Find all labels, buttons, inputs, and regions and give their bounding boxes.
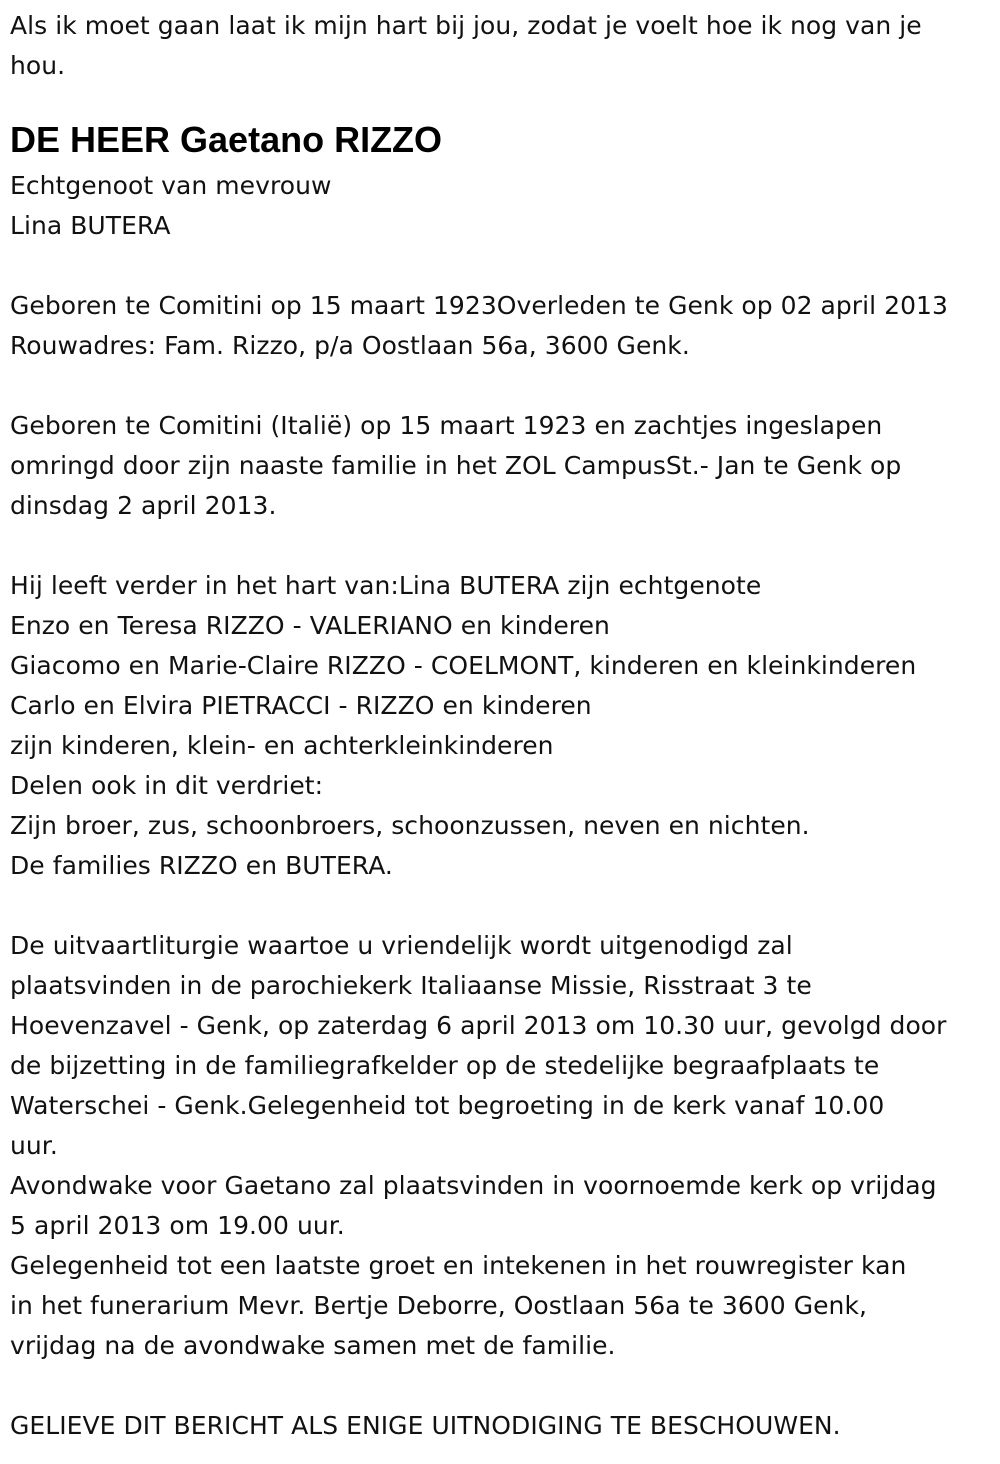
funeral-block bbox=[10, 926, 990, 1366]
family-line: Delen ook in dit verdriet: bbox=[10, 771, 324, 800]
deceased-name: DE HEER Gaetano RIZZO bbox=[10, 119, 443, 160]
quote-line: Als ik moet gaan laat ik mijn hart bij jou, zodat je voelt hoe ik nog van je bbox=[10, 11, 922, 40]
spouse-block bbox=[10, 166, 990, 246]
funeral-line: Hoevenzavel - Genk, op zaterdag 6 april 2013 om 10.30 uur, gevolgd door bbox=[10, 1011, 947, 1040]
announcement-line: dinsdag 2 april 2013. bbox=[10, 491, 277, 520]
family-block bbox=[10, 566, 990, 886]
funeral-line: 5 april 2013 om 19.00 uur. bbox=[10, 1211, 345, 1240]
spacer bbox=[10, 886, 990, 926]
family-line: Enzo en Teresa RIZZO - VALERIANO en kinderen bbox=[10, 611, 610, 640]
quote-line: hou. bbox=[10, 51, 66, 80]
family-line: Giacomo en Marie-Claire RIZZO - COELMONT, kinderen en kleinkinderen bbox=[10, 651, 917, 680]
family-line: Carlo en Elvira PIETRACCI - RIZZO en kinderen bbox=[10, 691, 592, 720]
funeral-line: de bijzetting in de familiegrafkelder op de stedelijke begraafplaats te bbox=[10, 1051, 880, 1080]
funeral-line: uur. bbox=[10, 1131, 58, 1160]
dates-block bbox=[10, 286, 990, 366]
spacer bbox=[10, 526, 990, 566]
spacer bbox=[10, 246, 990, 286]
announcement-line: Geboren te Comitini (Italië) op 15 maart 1923 en zachtjes ingeslapen bbox=[10, 411, 883, 440]
funeral-line: in het funerarium Mevr. Bertje Deborre, Oostlaan 56a te 3600 Genk, bbox=[10, 1291, 867, 1320]
funeral-line: Avondwake voor Gaetano zal plaatsvinden in voornoemde kerk op vrijdag bbox=[10, 1171, 937, 1200]
family-line: Hij leeft verder in het hart van:Lina BUTERA zijn echtgenote bbox=[10, 571, 762, 600]
spouse-name: Lina BUTERA bbox=[10, 211, 171, 240]
family-line: Zijn broer, zus, schoonbroers, schoonzussen, neven en nichten. bbox=[10, 811, 810, 840]
announcement-line: omringd door zijn naaste familie in het ZOL CampusSt.- Jan te Genk op bbox=[10, 451, 902, 480]
family-line: zijn kinderen, klein- en achterkleinkinderen bbox=[10, 731, 554, 760]
announcement-block bbox=[10, 406, 990, 526]
family-line: De families RIZZO en BUTERA. bbox=[10, 851, 393, 880]
quote-block bbox=[10, 6, 990, 86]
spacer bbox=[10, 1366, 990, 1406]
funeral-line: Waterschei - Genk.Gelegenheid tot begroeting in de kerk vanaf 10.00 bbox=[10, 1091, 885, 1120]
birth-death-line: Geboren te Comitini op 15 maart 1923Overleden te Genk op 02 april 2013 bbox=[10, 291, 948, 320]
funeral-line: Gelegenheid tot een laatste groet en intekenen in het rouwregister kan bbox=[10, 1251, 907, 1280]
closing-notice: GELIEVE DIT BERICHT ALS ENIGE UITNODIGING TE BESCHOUWEN. bbox=[10, 1411, 841, 1440]
spouse-line: Echtgenoot van mevrouw bbox=[10, 171, 332, 200]
funeral-line: plaatsvinden in de parochiekerk Italiaanse Missie, Risstraat 3 te bbox=[10, 971, 812, 1000]
funeral-line: De uitvaartliturgie waartoe u vriendelijk wordt uitgenodigd zal bbox=[10, 931, 793, 960]
funeral-line: vrijdag na de avondwake samen met de familie. bbox=[10, 1331, 616, 1360]
mourning-address: Rouwadres: Fam. Rizzo, p/a Oostlaan 56a, 3600 Genk. bbox=[10, 331, 690, 360]
spacer bbox=[10, 366, 990, 406]
